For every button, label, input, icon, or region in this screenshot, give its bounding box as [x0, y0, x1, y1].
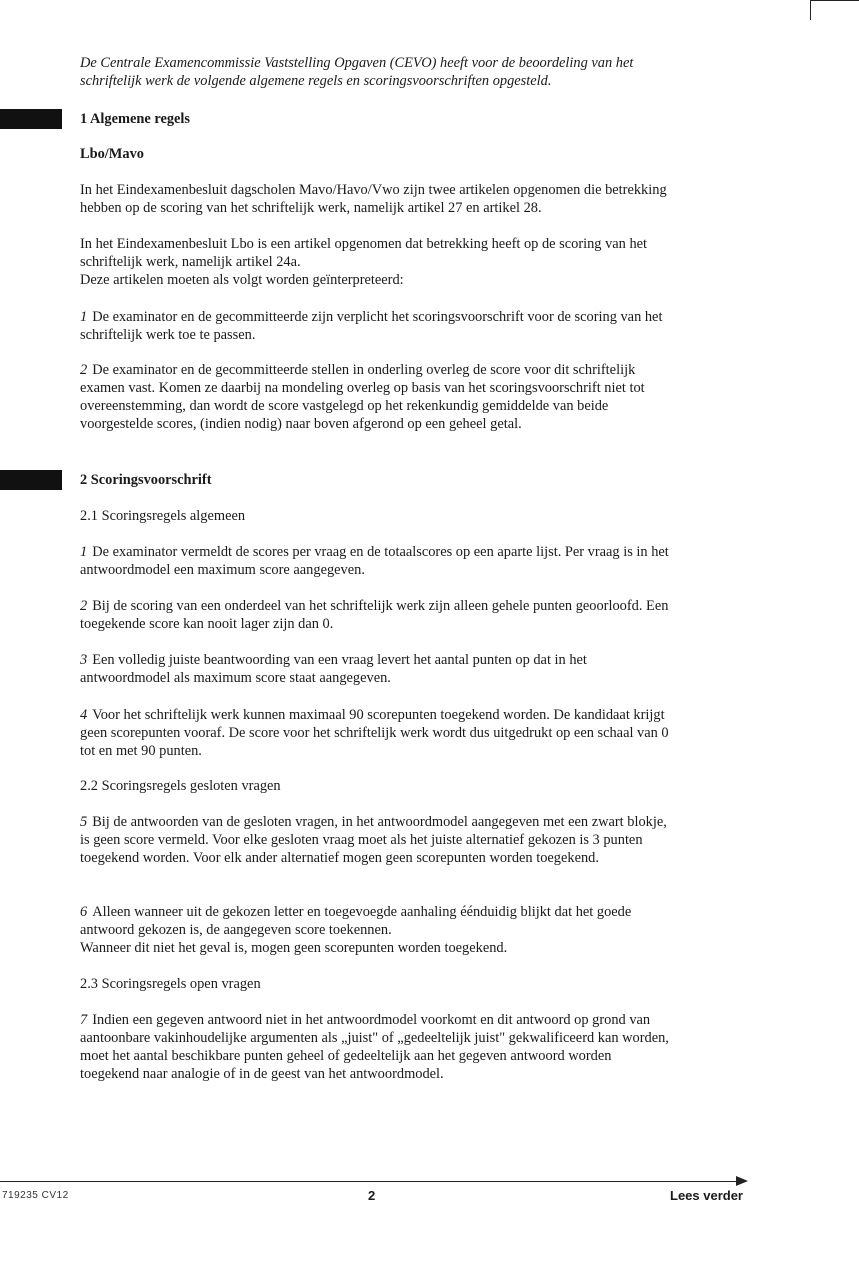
- rule-text: Bij de antwoorden van de gesloten vragen, in het antwoordmodel aangegeven met een zwart blokje, is geen score vermeld. Voor elke gesloten vraag moet als het juiste alternatief gekozen is 3 punten toegekend worden. Voor elk ander alternatief mogen geen scorepunten worden toegekend.: [80, 814, 667, 866]
- rule-item: [80, 1011, 670, 1083]
- rule-item: [80, 597, 670, 633]
- subheading-lbo-mavo: Lbo/Mavo: [80, 146, 144, 162]
- rule-text: Indien een gegeven antwoord niet in het antwoordmodel voorkomt en dit antwoord op grond van aantoonbare vakinhoudelijke argumenten als „juist" of „gedeeltelijk juist" gekwalificeerd kan worden, moet het aantal beschikbare punten geheel of gedeeltelijk aan het gegeven antwoord worden toegekend naar analogie of in de geest van het antwoordmodel.: [80, 1012, 669, 1082]
- footer-rule: [0, 1181, 740, 1182]
- rule-item: [80, 813, 670, 867]
- rule-item: [80, 706, 670, 760]
- rule-number: 1: [80, 309, 88, 325]
- rule-number: 5: [80, 814, 88, 830]
- rule-number: 6: [80, 904, 88, 920]
- paragraph-2: In het Eindexamenbesluit Lbo is een artikel opgenomen dat betrekking heeft op de scoring van het schriftelijk werk, namelijk artikel 24a.: [80, 236, 648, 270]
- document-code: 719235 CV12: [2, 1190, 69, 1201]
- rule-number: 4: [80, 707, 88, 723]
- subsection-2-2-heading: 2.2 Scoringsregels gesloten vragen: [80, 778, 281, 794]
- intro-text: De Centrale Examencommissie Vaststelling Opgaven (CEVO) heeft voor de beoordeling van het schriftelijk werk de volgende algemene regels en scoringsvoorschriften opgesteld.: [80, 55, 634, 89]
- corner-crop-mark: [810, 0, 859, 20]
- rule-item: [80, 308, 670, 344]
- rule-number: 7: [80, 1012, 88, 1028]
- continue-label: Lees verder: [670, 1188, 743, 1203]
- rule-number: 1: [80, 544, 88, 560]
- subsection-2-3-heading: 2.3 Scoringsregels open vragen: [80, 976, 261, 992]
- rule-text: Alleen wanneer uit de gekozen letter en toegevoegde aanhaling éénduidig blijkt dat het goede antwoord gekozen is, de aangegeven score toekennen.: [80, 904, 632, 938]
- section-2-heading: 2 Scoringsvoorschrift: [80, 472, 212, 488]
- section-marker-bar: [0, 109, 62, 129]
- rule-item: [80, 543, 670, 579]
- rule-number: 3: [80, 652, 88, 668]
- rule-number: 2: [80, 362, 88, 378]
- section-marker-bar: [0, 470, 62, 490]
- rule-item: [80, 651, 670, 687]
- arrow-right-icon: [736, 1176, 748, 1186]
- rule-text: Voor het schriftelijk werk kunnen maximaal 90 scorepunten toegekend worden. De kandidaat krijgt geen scorepunten vooraf. De score voor het schriftelijk werk wordt dus uitgedrukt op een schaal van 0 tot en met 90 punten.: [80, 707, 669, 759]
- rule-number: 2: [80, 598, 88, 614]
- rule-text: Bij de scoring van een onderdeel van het schriftelijk werk zijn alleen gehele punten geoorloofd. Een toegekende score kan nooit lager zijn dan 0.: [80, 598, 669, 632]
- page-number: 2: [368, 1188, 376, 1203]
- rule-text: Een volledig juiste beantwoording van een vraag levert het aantal punten op dat in het antwoordmodel als maximum score staat aangegeven.: [80, 652, 587, 686]
- rule-extra-text: Wanneer dit niet het geval is, mogen geen scorepunten worden toegekend.: [80, 940, 508, 956]
- paragraph-1: In het Eindexamenbesluit dagscholen Mavo/Havo/Vwo zijn twee artikelen opgenomen die betrekking hebben op de scoring van het schriftelijk werk, namelijk artikel 27 en artikel 28.: [80, 182, 667, 216]
- rule-item: [80, 903, 670, 939]
- subsection-2-1-heading: 2.1 Scoringsregels algemeen: [80, 508, 246, 524]
- rule-item: [80, 361, 670, 433]
- section-1-heading: 1 Algemene regels: [80, 111, 191, 127]
- paragraph-3: Deze artikelen moeten als volgt worden geïnterpreteerd:: [80, 272, 404, 288]
- rule-text: De examinator vermeldt de scores per vraag en de totaalscores op een aparte lijst. Per vraag is in het antwoordmodel een maximum score aangegeven.: [80, 544, 669, 578]
- rule-text: De examinator en de gecommitteerde zijn verplicht het scoringsvoorschrift voor de scoring van het schriftelijk werk toe te passen.: [80, 309, 663, 343]
- rule-text: De examinator en de gecommitteerde stellen in onderling overleg de score voor dit schriftelijk examen vast. Komen ze daarbij na mondeling overleg op basis van het scoringsvoorschrift niet tot overeenstemming, dan wordt de score vastgelegd op het rekenkundig gemiddelde van beide voorgestelde scores, (indien nodig) naar boven afgerond op een geheel getal.: [80, 362, 645, 432]
